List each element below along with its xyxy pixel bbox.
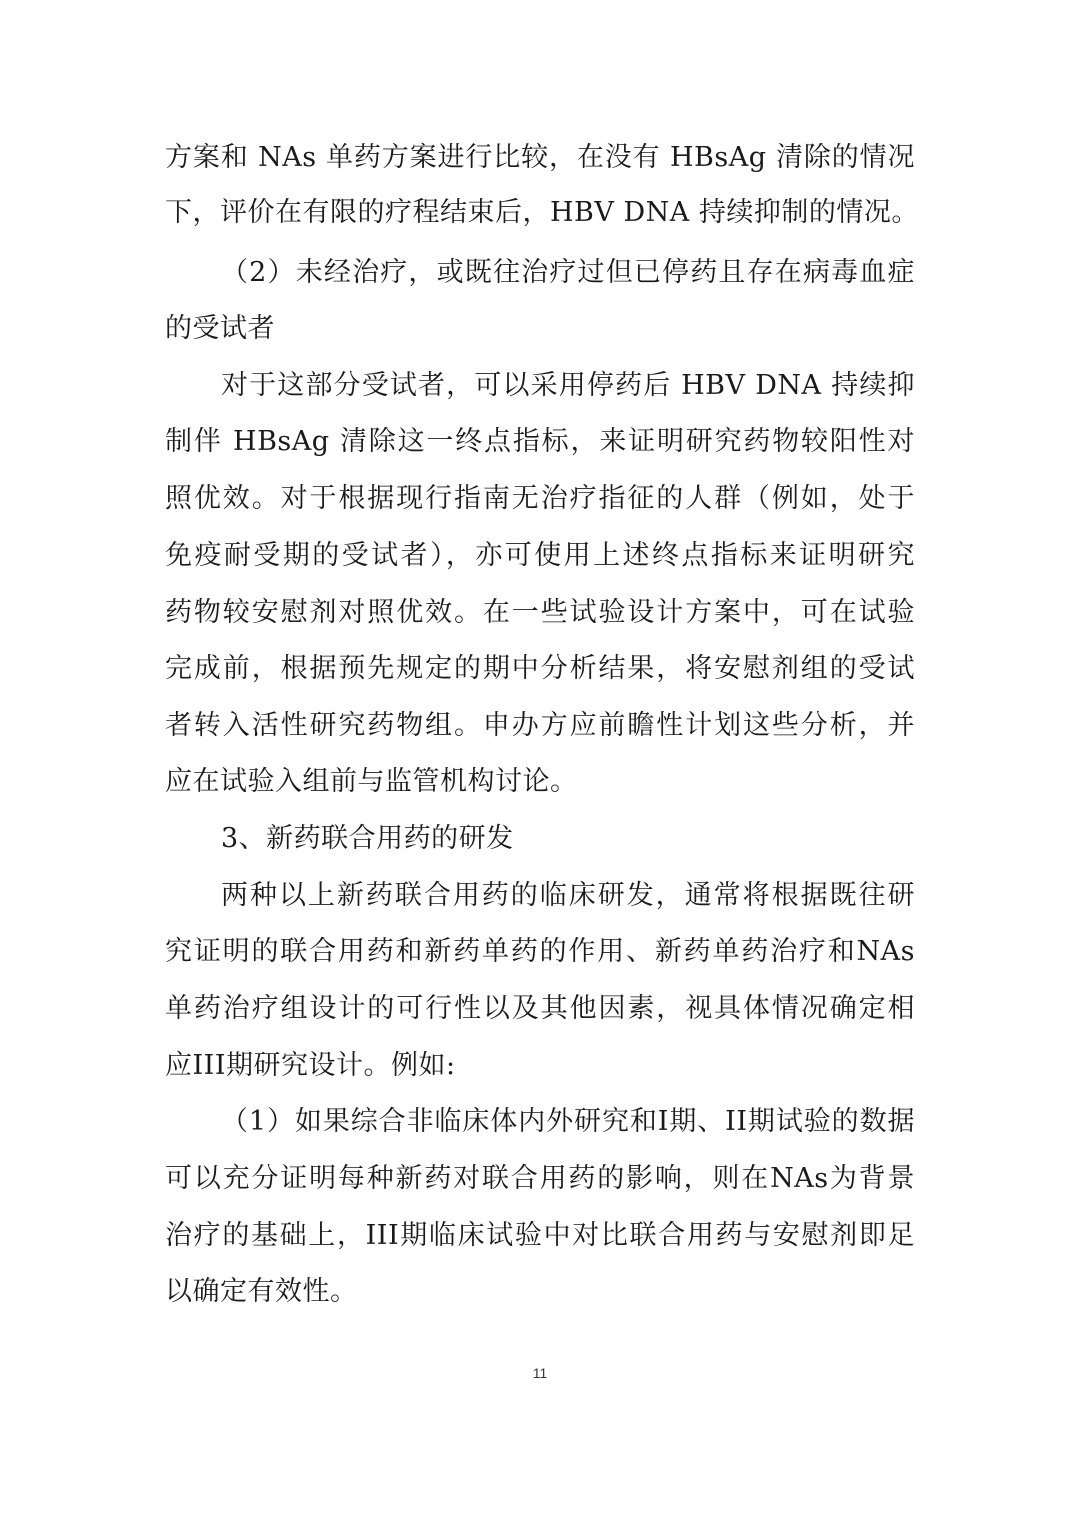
paragraph-line: 免疫耐受期的受试者），亦可使用上述终点指标来证明研究	[165, 540, 915, 571]
paragraph-line: 单药治疗组设计的可行性以及其他因素，视具体情况确定相	[165, 993, 915, 1024]
paragraph-line: 应III期研究设计。例如:	[165, 1050, 456, 1081]
page-number: 11	[532, 1365, 548, 1381]
subheading-line: （2）未经治疗，或既往治疗过但已停药且存在病毒血症	[221, 257, 915, 288]
paragraph-line: 制伴 HBsAg 清除这一终点指标，来证明研究药物较阳性对	[165, 426, 915, 457]
paragraph-line: 可以充分证明每种新药对联合用药的影响，则在NAs为背景	[165, 1163, 915, 1194]
paragraph-line: 药物较安慰剂对照优效。在一些试验设计方案中，可在试验	[165, 597, 915, 628]
paragraph-line: 两种以上新药联合用药的临床研发，通常将根据既往研	[221, 880, 915, 911]
paragraph-line: 下，评价在有限的疗程结束后，HBV DNA 持续抑制的情况。	[165, 197, 919, 228]
paragraph-line: 究证明的联合用药和新药单药的作用、新药单药治疗和NAs	[165, 936, 915, 967]
paragraph-line: 以确定有效性。	[165, 1276, 358, 1307]
paragraph-line: 完成前，根据预先规定的期中分析结果，将安慰剂组的受试	[165, 653, 915, 684]
subheading-line: 的受试者	[165, 313, 275, 344]
paragraph-line: 照优效。对于根据现行指南无治疗指征的人群（例如，处于	[165, 483, 915, 514]
paragraph-line: 方案和 NAs 单药方案进行比较，在没有 HBsAg 清除的情况	[165, 142, 915, 173]
paragraph-line: （1）如果综合非临床体内外研究和I期、II期试验的数据	[221, 1106, 915, 1137]
paragraph-line: 者转入活性研究药物组。申办方应前瞻性计划这些分析，并	[165, 710, 915, 741]
section-heading: 3、新药联合用药的研发	[221, 823, 514, 854]
paragraph-line: 对于这部分受试者，可以采用停药后 HBV DNA 持续抑	[221, 370, 915, 401]
paragraph-line: 应在试验入组前与监管机构讨论。	[165, 766, 578, 797]
paragraph-line: 治疗的基础上，III期临床试验中对比联合用药与安慰剂即足	[165, 1220, 915, 1251]
